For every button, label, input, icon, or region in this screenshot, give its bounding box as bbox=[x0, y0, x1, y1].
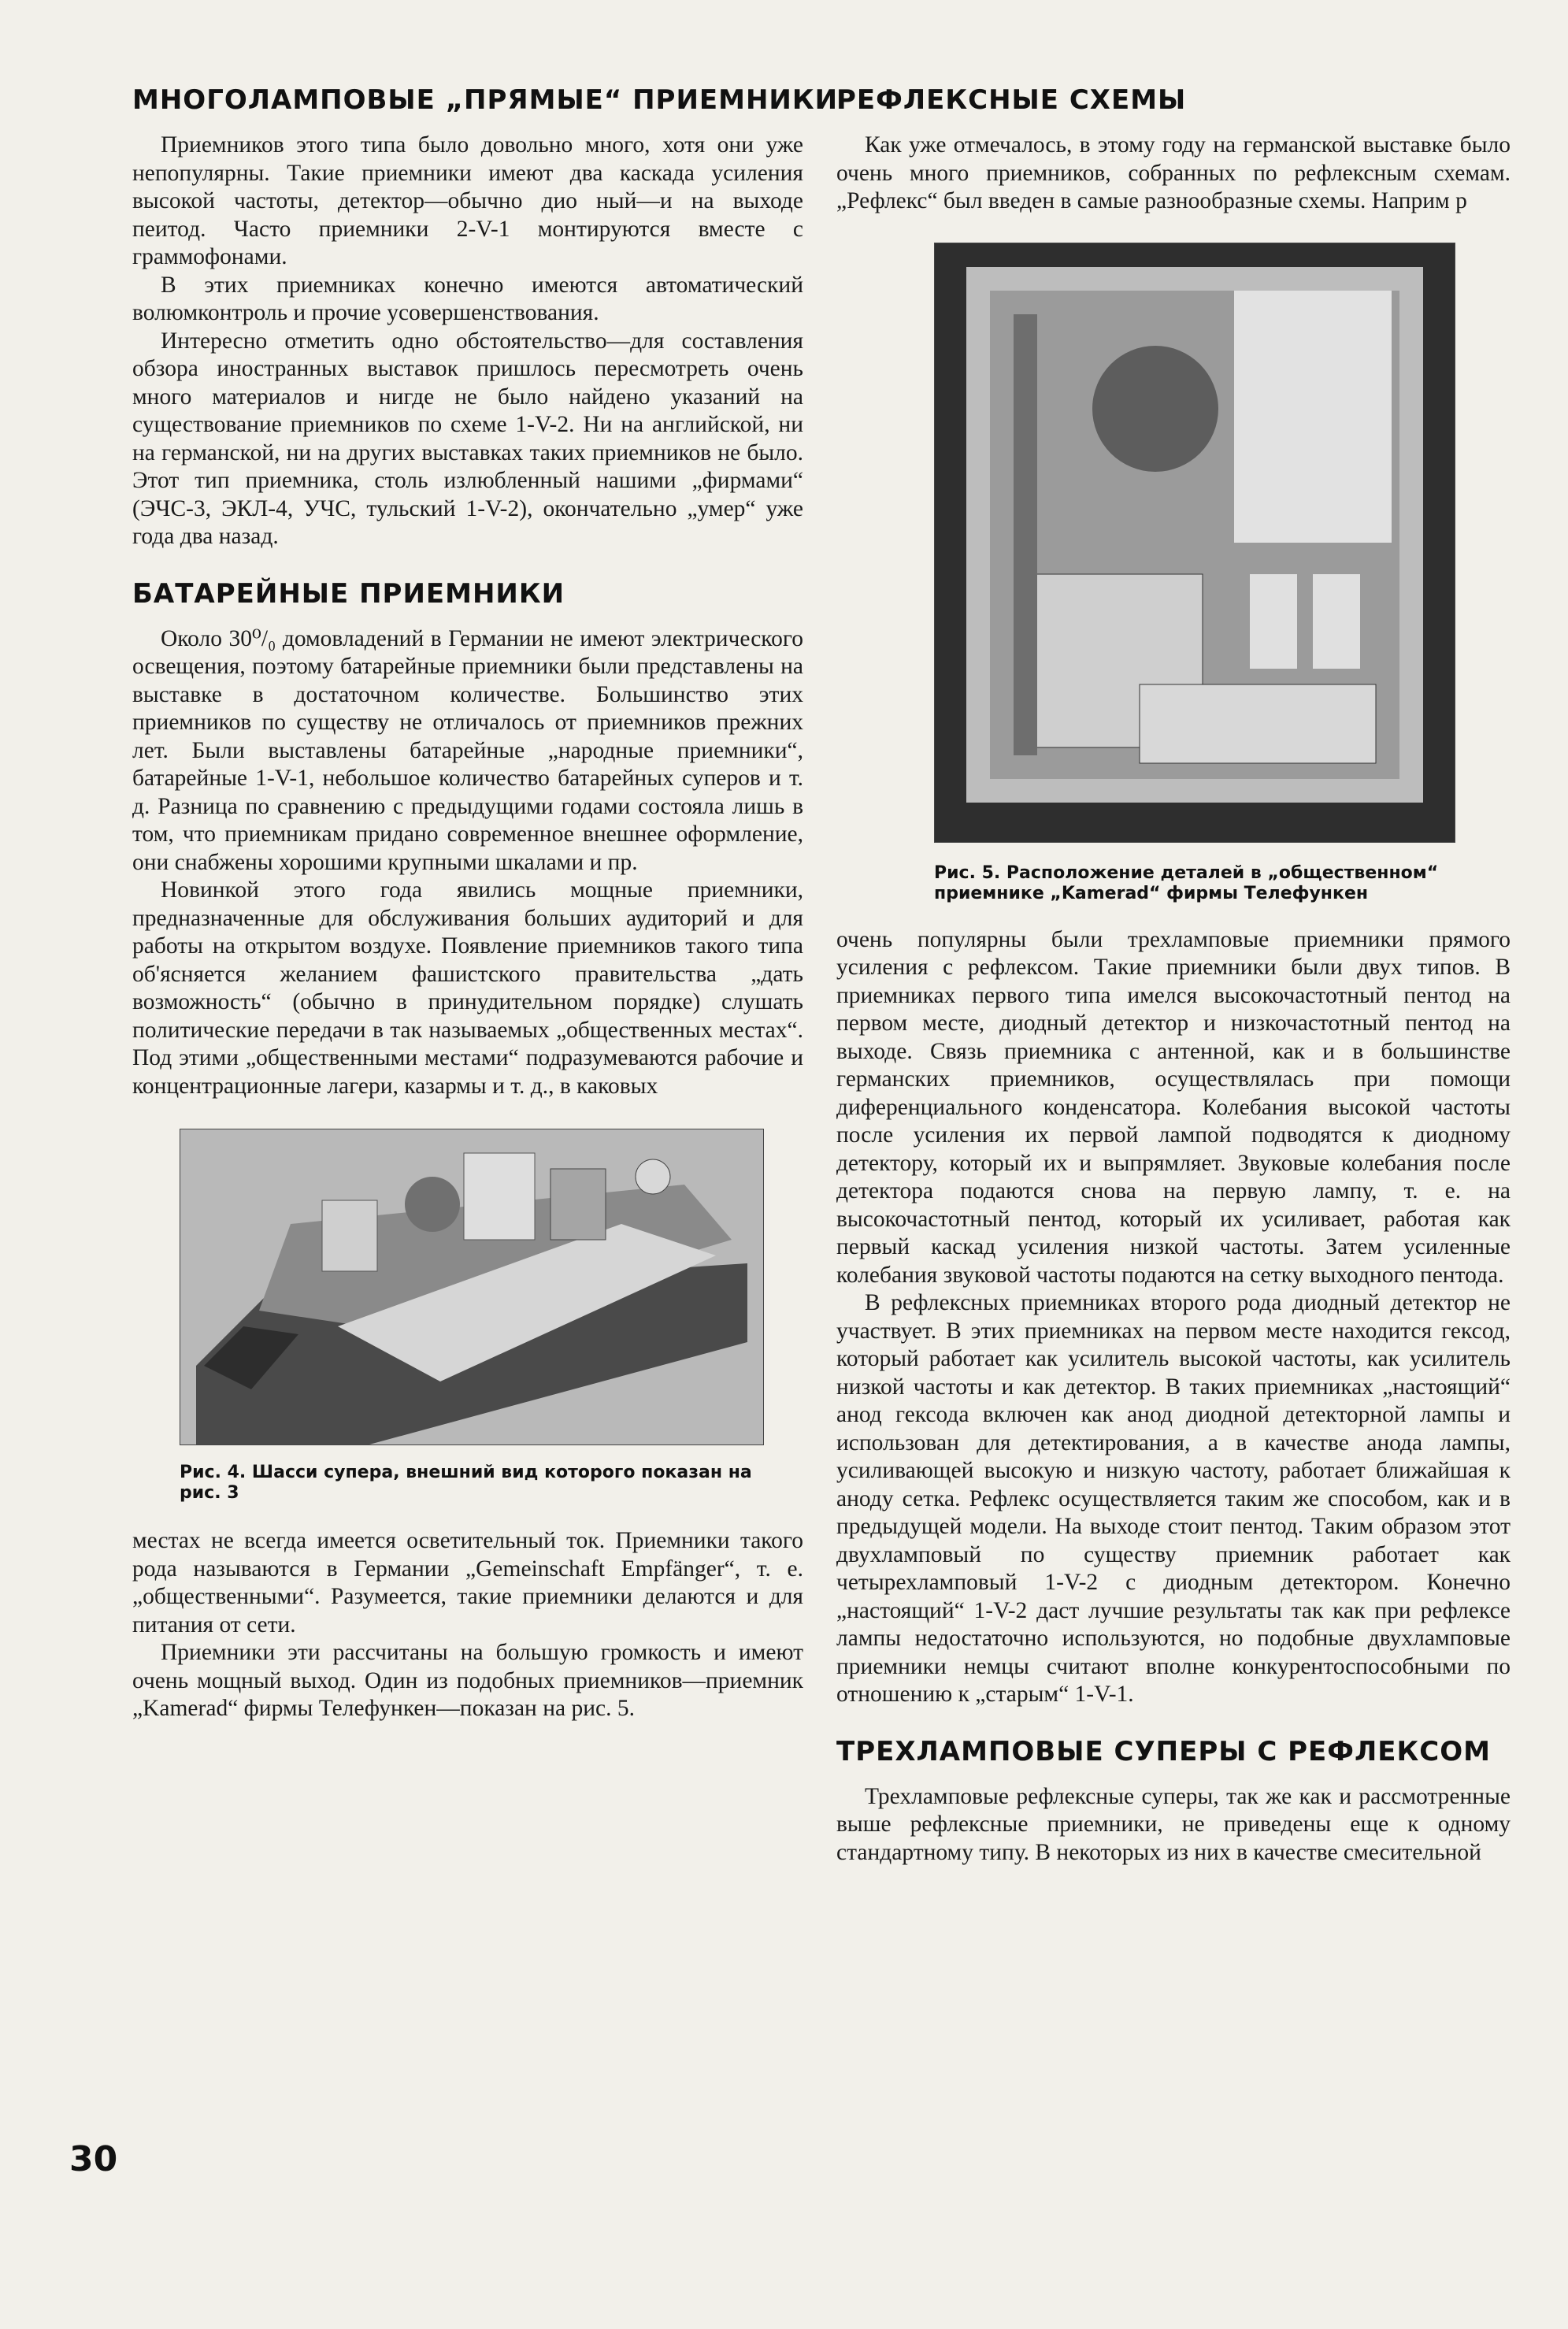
section-heading-three-tube-superhets: ТРЕХЛАМПОВЫЕ СУПЕРЫ С РЕФЛЕКСОМ bbox=[836, 1735, 1491, 1767]
figure-4 bbox=[132, 1129, 803, 1504]
paragraph: Приемников этого типа было довольно много, хотя они уже непопулярны. Такие приемники имеют два каскада усиления высокой частоты, детектор—обычно дио ный—и на выходе пеитод. Часто приемники 2-V-1 монтируются вместе с граммофонами. bbox=[132, 132, 803, 269]
chassis-illustration bbox=[180, 1129, 763, 1444]
figure-5 bbox=[934, 243, 1511, 904]
paragraph: В этих приемниках конечно имеются автоматический волюмконтроль и прочие усовершенствования. bbox=[132, 272, 803, 325]
figure-4-caption: Рис. 4. Шасси супера, внешний вид которого показан на рис. 3 bbox=[180, 1463, 752, 1503]
section-heading-reflex-circuits: РЕФЛЕКСНЫЕ СХЕМЫ bbox=[836, 84, 1187, 116]
paragraph: Интересно отметить одно обстоятельство—для составления обзора иностранных выставок пришлось пересмотреть очень много материалов и нигде не было найдено указаний на существование приемников по схеме 1-V-2. Ни на английской, ни на германской, ни на других выставках таких приемников не было. Этот тип приемника, столь излюбленный нашими „фирмами“ (ЭЧС-3, ЭКЛ-4, УЧС, тульский 1-V-2), окончательно „умер“ уже года два назад. bbox=[132, 328, 803, 549]
page-number: 30 bbox=[69, 2139, 118, 2179]
paragraph: Как уже отмечалось, в этому году на германской выставке было очень много приемников, собранных по рефлексным схемам. „Рефлекс“ был введен в самые разнообразные схемы. Наприм р bbox=[836, 132, 1511, 213]
paragraph: Около 30⁰/₀ домовладений в Германии не имеют электрического освещения, поэтому батарейные приемники были представлены на выставке в достаточном количестве. Большинство этих приемников по существу не отличалось от приемников прежних лет. Были выставлены батарейные „народные приемники“, батарейные 1-V-1, небольшое количество батарейных суперов и т. д. Разница по сравнению с предыдущими годами состояла лишь в том, что приемникам придано современное внешнее оформление, они снабжены хорошими крупными шкалами и пр. bbox=[132, 625, 803, 875]
paragraph: Трехламповые рефлексные суперы, так же как и рассмотренные выше рефлексные приемники, не приведены еще к одному стандартному типу. В некоторых из них в качестве смесительной bbox=[836, 1783, 1511, 1865]
kamerad-receiver-photo bbox=[934, 243, 1455, 843]
left-column bbox=[132, 83, 839, 1723]
paragraph: В рефлексных приемниках второго рода диодный детектор не участвует. В этих приемниках на первом месте находится гексод, который работает как усилитель высокой частоты, как усилитель низкой частоты и как детектор. В таких приемниках „настоящий“ анод гексода включен как анод диодной детекторной лампы и использован для детектирования, а в качестве анода лампы, усиливающей высокую и низкую частоту, работает ближайшая к аноду сетка. Рефлекс осуществляется таким же способом, как и в предыдущей модели. На выходе стоит пентод. Таким образом этот двухламповый по существу приемник работает как четырехламповый 1-V-2 с диодным детектором. Конечно „настоящий“ 1-V-2 даст лучшие результаты так как при рефлексе лампы недостаточно используются, но подобные двухламповые приемники немцы считают вполне конкурентоспособными по отношению к „старым“ 1-V-1. bbox=[836, 1290, 1511, 1707]
receiver-cabinet-illustration bbox=[935, 243, 1455, 842]
figure-5-caption: Рис. 5. Расположение деталей в „общественном“ приемнике „Kamerad“ фирмы Телефункен bbox=[934, 862, 1439, 903]
paragraph: Новинкой этого года явились мощные приемники, предназначенные для обслуживания больших аудиторий и для работы на открытом воздухе. Появление приемников такого типа об'ясняется желанием фашистского правительства „дать возможность“ (обычно в принудительном порядке) слушать политические передачи в так называемых „общественных местах“. Под этими „общественными местами“ подразумеваются рабочие и концентрационные лагери, казармы и т. д., в каковых bbox=[132, 877, 803, 1099]
paragraph: очень популярны были трехламповые приемники прямого усиления с рефлексом. Такие приемники были двух типов. В приемниках первого типа имелся высокочастотный пентод на первом месте, диодный детектор и низкочастотный пентод на выходе. Связь приемника с антенной, как и в большинстве германских приемников, осуществлялась при помощи диференциального конденсатора. Колебания высокой частоты после усиления их первой лампой подводятся к диодному детектору, который их и выпрямляет. Звуковые колебания после детектора подаются снова на первую лампу, т. е. на высокочастотный пентод, который их усиливает, работая как первый каскад усиления низкой частоты. Затем усиленные колебания звуковой частоты подаются на сетку выходного пентода. bbox=[836, 926, 1511, 1288]
section-heading-battery-receivers: БАТАРЕЙНЫЕ ПРИЕМНИКИ bbox=[132, 577, 565, 610]
paragraph: Приемники эти рассчитаны на большую громкость и имеют очень мощный выход. Один из подобных приемников—приемник „Kamerad“ фирмы Телефункен—показан на рис. 5. bbox=[132, 1640, 803, 1721]
superhet-chassis-photo bbox=[180, 1129, 764, 1445]
right-column bbox=[836, 83, 1511, 1867]
paragraph: местах не всегда имеется осветительный ток. Приемники такого рода называются в Германии „Gemeinschaft Empfänger“, т. е. „общественными“. Разумеется, такие приемники делаются и для питания от сети. bbox=[132, 1528, 803, 1637]
section-heading-multitube-direct: МНОГОЛАМПОВЫЕ „ПРЯМЫЕ“ ПРИЕМНИКИ bbox=[132, 84, 839, 116]
